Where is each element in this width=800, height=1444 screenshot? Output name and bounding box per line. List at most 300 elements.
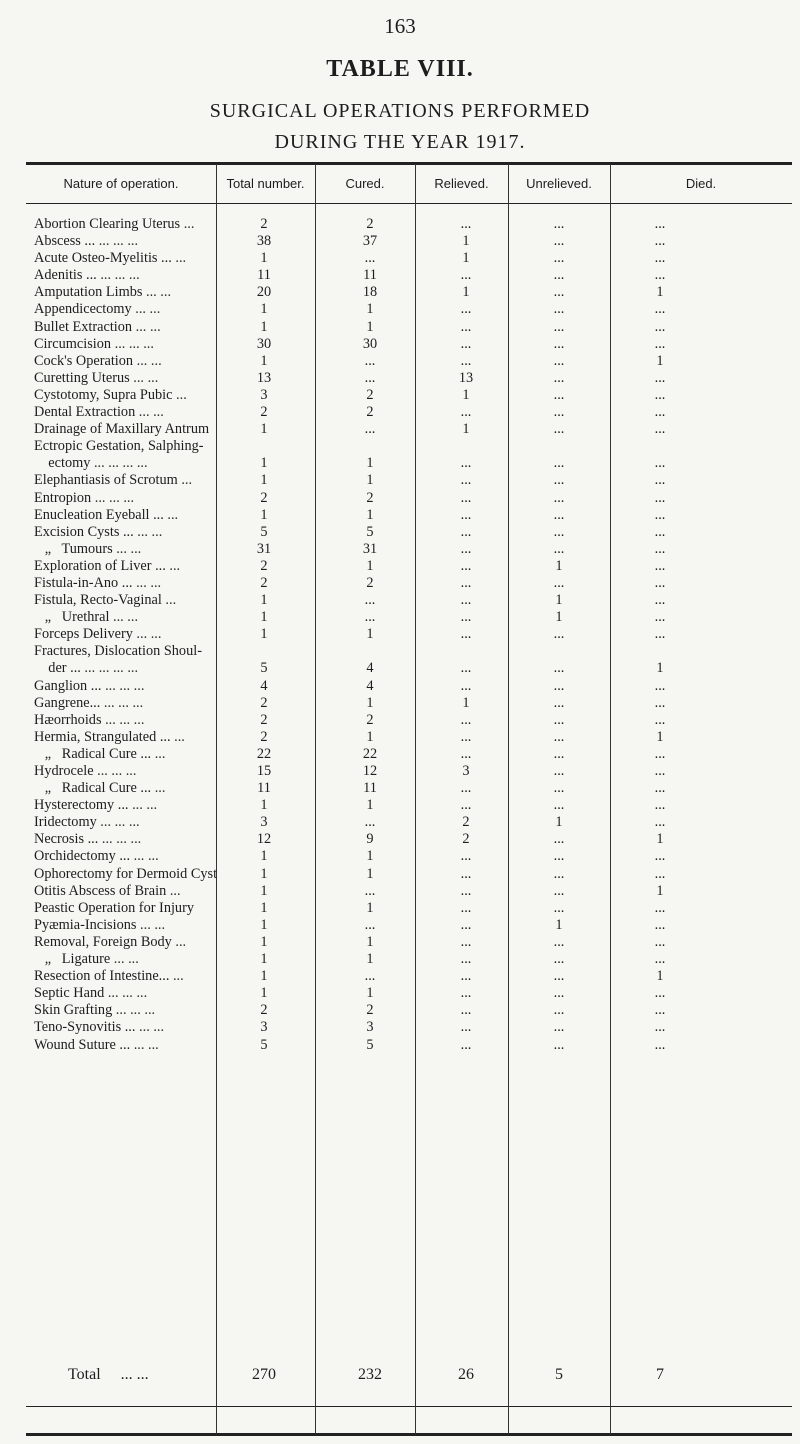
total-cell: 13 [256,369,272,386]
died-cell: ... [654,557,666,574]
operation-name: Pyæmia-Incisions ... ... [34,916,166,933]
total-total: 270 [252,1366,276,1383]
relieved-cell: ... [460,780,472,797]
cured-cell: 22 [362,745,378,762]
operation-name: Entropion ... ... ... [34,489,135,506]
table-row [0,250,800,267]
cured-cell: 9 [366,831,374,848]
operation-name: Teno-Synovitis ... ... ... [34,1019,165,1036]
died-cell: ... [654,592,666,609]
total-cell: 22 [256,745,272,762]
operation-name: Wound Suture ... ... ... [34,1036,159,1053]
unrelieved-cell: ... [553,284,565,301]
operation-name: Drainage of Maxillary Antrum [34,421,210,438]
operation-name: Fistula, Recto-Vaginal ... [34,592,177,609]
relieved-cell: ... [460,472,472,489]
relieved-cell: ... [460,540,472,557]
operation-name: Appendicectomy ... ... [34,301,161,318]
relieved-cell: ... [460,301,472,318]
died-cell: ... [654,250,666,267]
table-row [0,507,800,524]
header-cured: Cured. [345,176,385,191]
total-cell: 3 [260,814,268,831]
died-cell: ... [654,335,666,352]
total-died: 7 [656,1366,664,1383]
cured-cell: 2 [366,404,374,421]
total-cell: 1 [260,916,268,933]
cured-cell: ... [364,352,376,369]
cured-cell: 1 [366,557,374,574]
unrelieved-cell: ... [553,216,565,232]
operation-name: Exploration of Liver ... ... [34,557,181,574]
relieved-cell: ... [460,916,472,933]
operation-name: Orchidectomy ... ... ... [34,848,159,865]
cured-cell: 1 [366,797,374,814]
operation-name: Gangrene... ... ... ... [34,694,144,711]
header-relieved: Relieved. [434,176,489,191]
total-cell: 30 [256,335,272,352]
relieved-cell: ... [460,985,472,1002]
table-row [0,1037,800,1054]
cured-cell: ... [364,916,376,933]
relieved-cell: ... [460,1036,472,1053]
cured-cell: 1 [366,728,374,745]
unrelieved-cell: ... [553,506,565,523]
operation-name: Peastic Operation for Injury [34,899,194,916]
table-body [0,216,800,1054]
unrelieved-cell: ... [553,1036,565,1053]
relieved-cell: ... [460,865,472,882]
cured-cell: 1 [366,506,374,523]
died-cell: 1 [656,831,664,848]
operation-name: Forceps Delivery ... ... [34,626,162,643]
operation-name: Hydrocele ... ... ... [34,763,137,779]
unrelieved-cell: ... [553,660,565,677]
relieved-cell: ... [460,728,472,745]
died-cell: ... [654,848,666,865]
unrelieved-cell: ... [553,369,565,386]
unrelieved-cell: ... [553,677,565,694]
unrelieved-cell: 1 [555,814,563,831]
died-cell: ... [654,865,666,882]
total-cell: 1 [260,301,268,318]
relieved-cell: ... [460,455,472,472]
unrelieved-cell: ... [553,250,565,267]
cured-cell: 1 [366,694,374,711]
cured-cell: 18 [362,284,378,301]
operation-name: Abortion Clearing Uterus ... [34,216,195,232]
total-cell: 5 [260,523,268,540]
total-cell: 1 [260,951,268,968]
operation-name: Ophorectomy for Dermoid Cyst [34,865,218,882]
unrelieved-cell: ... [553,626,565,643]
operation-name: Dental Extraction ... ... [34,404,164,421]
operation-name: der ... ... ... ... ... [34,660,139,677]
died-cell: ... [654,489,666,506]
cured-cell: ... [364,369,376,386]
unrelieved-cell: ... [553,985,565,1002]
table-row [0,267,800,284]
operation-name: „ Tumours ... ... [34,540,142,557]
total-cell: 20 [256,284,272,301]
operation-name: Enucleation Eyeball ... ... [34,506,179,523]
unrelieved-cell: ... [553,711,565,728]
unrelieved-cell: ... [553,933,565,950]
unrelieved-cell: ... [553,352,565,369]
relieved-cell: ... [460,335,472,352]
cured-cell: 1 [366,626,374,643]
cured-cell: 1 [366,301,374,318]
total-cell: 2 [260,1002,268,1019]
cured-cell: 4 [366,660,374,677]
table-row [0,951,800,968]
died-cell: ... [654,506,666,523]
unrelieved-cell: ... [553,780,565,797]
table-row [0,678,800,695]
cured-cell: ... [364,968,376,985]
operation-name: Hysterectomy ... ... ... [34,797,158,814]
relieved-cell: ... [460,216,472,232]
unrelieved-cell: ... [553,489,565,506]
died-cell: ... [654,814,666,831]
cured-cell: 2 [366,386,374,403]
table-row [0,780,800,797]
died-cell: 1 [656,284,664,301]
table-row [0,524,800,541]
table-row [0,883,800,900]
cured-cell: 31 [362,540,378,557]
total-cell: 11 [257,780,271,797]
relieved-cell: ... [460,609,472,626]
operation-name: Elephantiasis of Scrotum ... [34,472,193,489]
relieved-cell: 1 [462,250,470,267]
operation-name: Resection of Intestine... ... [34,968,184,985]
table-subtitle-line2: DURING THE YEAR 1917. [274,131,526,153]
operation-name: Cystotomy, Supra Pubic ... [34,386,187,403]
relieved-cell: ... [460,933,472,950]
cured-cell: 1 [366,933,374,950]
total-cell: 2 [260,557,268,574]
unrelieved-cell: ... [553,540,565,557]
relieved-cell: ... [460,318,472,335]
operation-name: Ectropic Gestation, Salphing- [34,438,204,455]
unrelieved-cell: 1 [555,557,563,574]
died-cell: ... [654,301,666,318]
total-cell: 1 [260,250,268,267]
died-cell: 1 [656,660,664,677]
relieved-cell: 1 [462,386,470,403]
operation-name: ectomy ... ... ... ... [34,455,148,472]
unrelieved-cell: 1 [555,592,563,609]
table-row [0,1019,800,1036]
died-cell: 1 [656,352,664,369]
cured-cell: 5 [366,523,374,540]
unrelieved-cell: ... [553,951,565,968]
table-top-rule [26,162,792,165]
relieved-cell: ... [460,677,472,694]
cured-cell: ... [364,592,376,609]
operation-name: Iridectomy ... ... ... [34,814,140,831]
unrelieved-cell: ... [553,797,565,814]
unrelieved-cell: ... [553,899,565,916]
relieved-cell: 13 [458,369,474,386]
unrelieved-cell: ... [553,472,565,489]
table-row [0,490,800,507]
cured-cell: 3 [366,1019,374,1036]
operation-name: Removal, Foreign Body ... [34,933,187,950]
cured-cell: 1 [366,899,374,916]
table-row [0,575,800,592]
table-row [0,370,800,387]
total-cell: 1 [260,848,268,865]
died-cell: ... [654,609,666,626]
cured-cell: 2 [366,216,374,232]
unrelieved-cell: 1 [555,609,563,626]
total-cell: 1 [260,882,268,899]
unrelieved-cell: ... [553,1002,565,1019]
cured-cell: ... [364,609,376,626]
operation-name: Acute Osteo-Myelitis ... ... [34,250,187,267]
table-row [0,216,800,233]
relieved-cell: ... [460,1019,472,1036]
operation-name: Curetting Uterus ... ... [34,369,159,386]
died-cell: ... [654,386,666,403]
table-row [0,866,800,883]
header-nature: Nature of operation. [63,176,179,191]
operation-name: Necrosis ... ... ... ... [34,831,142,848]
header-rule [26,203,792,204]
table-row [0,609,800,626]
total-unrelieved: 5 [555,1366,563,1383]
unrelieved-cell: ... [553,831,565,848]
total-cell: 1 [260,985,268,1002]
died-cell: ... [654,404,666,421]
table-row [0,917,800,934]
total-cell: 2 [260,489,268,506]
cured-cell: 1 [366,455,374,472]
total-cell: 2 [260,404,268,421]
relieved-cell: ... [460,797,472,814]
operation-name: „ Urethral ... ... [34,609,139,626]
operation-name: Adenitis ... ... ... ... [34,267,140,284]
died-cell: ... [654,677,666,694]
header-total: Total number. [226,176,305,191]
total-top-rule [26,1406,792,1407]
relieved-cell: ... [460,267,472,284]
table-row [0,900,800,917]
table-row [0,404,800,421]
total-cell: 1 [260,592,268,609]
operation-name: „ Radical Cure ... ... [34,780,166,797]
table-row [0,1002,800,1019]
cured-cell: 12 [362,763,378,779]
total-cell: 1 [260,506,268,523]
relieved-cell: ... [460,489,472,506]
unrelieved-cell: ... [553,574,565,591]
table-row [0,729,800,746]
table-row [0,284,800,301]
died-cell: ... [654,1036,666,1053]
total-cell: 11 [257,267,271,284]
died-cell: ... [654,369,666,386]
relieved-cell: ... [460,968,472,985]
died-cell: ... [654,267,666,284]
total-cell: 2 [260,711,268,728]
relieved-cell: ... [460,352,472,369]
cured-cell: 1 [366,985,374,1002]
died-cell: 1 [656,882,664,899]
total-cell: 1 [260,472,268,489]
table-row [0,336,800,353]
table-row [0,592,800,609]
total-cell: 31 [256,540,272,557]
cured-cell: 1 [366,865,374,882]
unrelieved-cell: ... [553,301,565,318]
total-cell: 1 [260,609,268,626]
unrelieved-cell: ... [553,523,565,540]
relieved-cell: ... [460,1002,472,1019]
unrelieved-cell: ... [553,1019,565,1036]
cured-cell: ... [364,882,376,899]
total-cell: 1 [260,865,268,882]
operation-name: Ganglion ... ... ... ... [34,677,145,694]
unrelieved-cell: ... [553,404,565,421]
table-row [0,472,800,489]
operation-name: Hæorrhoids ... ... ... [34,711,145,728]
total-cured: 232 [358,1366,382,1383]
operation-name: Bullet Extraction ... ... [34,318,161,335]
died-cell: 1 [656,728,664,745]
table-row [0,712,800,729]
cured-cell: 11 [363,780,377,797]
died-cell: ... [654,318,666,335]
died-cell: ... [654,985,666,1002]
cured-cell: 1 [366,848,374,865]
table-row [0,319,800,336]
died-cell: ... [654,574,666,591]
total-cell: 1 [260,899,268,916]
total-cell: 1 [260,455,268,472]
table-row [0,353,800,370]
total-cell: 2 [260,574,268,591]
cured-cell: ... [364,814,376,831]
relieved-cell: 1 [462,284,470,301]
table-row [0,301,800,318]
unrelieved-cell: ... [553,763,565,779]
table-row [0,421,800,438]
total-cell: 2 [260,728,268,745]
table-row [0,797,800,814]
table-row [0,968,800,985]
total-cell: 1 [260,626,268,643]
total-cell: 38 [256,233,272,250]
died-cell: ... [654,916,666,933]
unrelieved-cell: ... [553,745,565,762]
cured-cell: ... [364,250,376,267]
died-cell: ... [654,951,666,968]
died-cell: ... [654,626,666,643]
died-cell: ... [654,523,666,540]
header-unrelieved: Unrelieved. [526,176,592,191]
cured-cell: 4 [366,677,374,694]
total-cell: 12 [256,831,272,848]
operation-name: Septic Hand ... ... ... [34,985,148,1002]
died-cell: ... [654,694,666,711]
cured-cell: ... [364,421,376,438]
operation-name: Otitis Abscess of Brain ... [34,882,181,899]
operation-name: Excision Cysts ... ... ... [34,523,163,540]
total-label: Total ... ... [68,1366,149,1383]
cured-cell: 2 [366,711,374,728]
unrelieved-cell: ... [553,233,565,250]
operation-name: Circumcision ... ... ... [34,335,154,352]
table-subtitle-line1: SURGICAL OPERATIONS PERFORMED [209,100,591,122]
total-relieved: 26 [458,1366,474,1383]
total-cell: 5 [260,660,268,677]
died-cell: ... [654,1002,666,1019]
died-cell: 1 [656,968,664,985]
relieved-cell: ... [460,557,472,574]
died-cell: ... [654,455,666,472]
table-row [0,831,800,848]
unrelieved-cell: ... [553,694,565,711]
relieved-cell: ... [460,626,472,643]
total-cell: 3 [260,386,268,403]
relieved-cell: ... [460,711,472,728]
cured-cell: 11 [363,267,377,284]
header-died: Died. [685,176,717,191]
total-cell: 5 [260,1036,268,1053]
died-cell: ... [654,1019,666,1036]
operation-name: Amputation Limbs ... ... [34,284,172,301]
relieved-cell: ... [460,951,472,968]
relieved-cell: 1 [462,694,470,711]
table-row [0,558,800,575]
total-cell: 1 [260,797,268,814]
page-number: 163 [384,14,416,38]
died-cell: ... [654,711,666,728]
table-row [0,934,800,951]
table-row [0,985,800,1002]
relieved-cell: 1 [462,233,470,250]
cured-cell: 37 [362,233,378,250]
total-cell: 1 [260,968,268,985]
cured-cell: 1 [366,472,374,489]
cured-cell: 30 [362,335,378,352]
relieved-cell: ... [460,574,472,591]
table-title: TABLE VIII. [326,56,474,82]
operation-name: „ Radical Cure ... ... [34,745,166,762]
unrelieved-cell: ... [553,335,565,352]
relieved-cell: ... [460,506,472,523]
unrelieved-cell: ... [553,267,565,284]
total-cell: 15 [256,763,272,779]
relieved-cell: 1 [462,421,470,438]
died-cell: ... [654,899,666,916]
table-row [0,695,800,712]
total-cell: 2 [260,216,268,232]
died-cell: ... [654,421,666,438]
unrelieved-cell: ... [553,386,565,403]
total-cell: 3 [260,1019,268,1036]
died-cell: ... [654,540,666,557]
operation-name: Hermia, Strangulated ... ... [34,728,185,745]
total-cell: 4 [260,677,268,694]
total-cell: 1 [260,933,268,950]
relieved-cell: ... [460,523,472,540]
operation-name: Abscess ... ... ... ... [34,233,139,250]
table-row [0,455,800,472]
